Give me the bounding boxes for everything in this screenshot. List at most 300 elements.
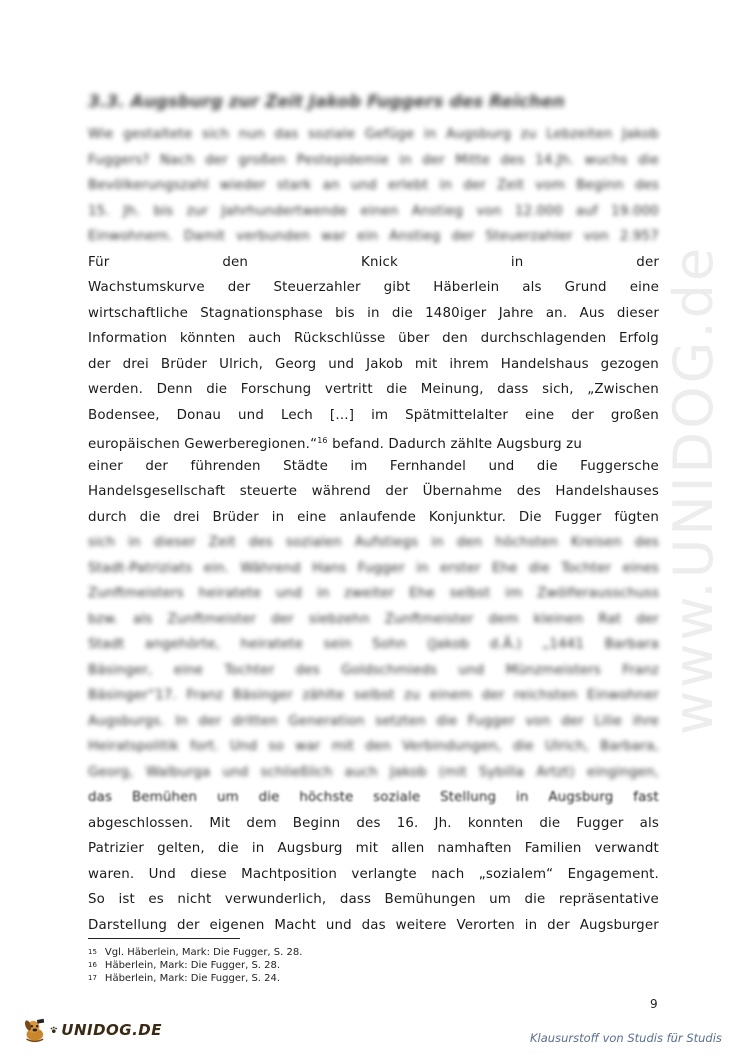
blurred-paragraph-1	[88, 122, 659, 250]
word: den	[442, 331, 468, 346]
word: die	[139, 509, 161, 525]
word: das	[88, 790, 113, 805]
text-line	[88, 505, 659, 531]
word: Stellung	[440, 790, 497, 805]
word: durchschlagenden	[480, 331, 607, 346]
word: Anstieg	[389, 229, 441, 244]
word: Steuerzahler	[485, 229, 573, 244]
word: verwandt	[594, 841, 659, 856]
word: nach	[431, 866, 465, 882]
word: auch	[344, 764, 378, 780]
word: den	[456, 535, 483, 550]
word: großen	[238, 152, 287, 168]
logo-text: UNIDOG.DE	[61, 1021, 162, 1039]
word: Goldschmieds	[341, 662, 438, 678]
footnote-15	[88, 946, 302, 959]
word: Lech	[280, 407, 313, 423]
word: dem	[246, 815, 277, 831]
quote-end: europäischen Gewerberegionen.“	[88, 437, 318, 452]
word: dieser	[616, 305, 659, 321]
word: Familien	[524, 841, 582, 856]
word: Münzmeisters	[505, 662, 601, 678]
word: Darstellung	[88, 917, 168, 933]
word: ein	[357, 229, 379, 244]
word: der	[88, 356, 111, 372]
word: Engagement.	[567, 866, 659, 882]
word: Augsburg	[548, 790, 614, 805]
word: Bemühen	[131, 790, 198, 805]
word: vertritt	[324, 382, 373, 397]
word: in	[431, 535, 444, 550]
word: dass	[497, 382, 529, 397]
quote-text	[88, 428, 582, 454]
word: und	[328, 356, 355, 372]
word: Georg,	[88, 764, 134, 780]
word: angehörte,	[145, 637, 220, 652]
word: 19.000	[611, 203, 659, 219]
word: Aus	[579, 305, 605, 321]
word: die	[536, 458, 558, 474]
word: Erfolg	[618, 331, 659, 346]
word: die	[637, 152, 659, 168]
word: und	[222, 764, 249, 780]
text-line	[88, 683, 659, 709]
word: Augsburger	[579, 917, 659, 933]
footnote-16	[88, 959, 302, 972]
word: soziale	[308, 127, 356, 142]
word: Augsburg	[445, 127, 512, 142]
word: Stadt-Patriziats	[88, 560, 193, 576]
word: Information	[88, 331, 168, 346]
word: Während	[240, 560, 301, 576]
word: die	[436, 713, 458, 729]
word: des	[248, 535, 273, 550]
watermark: www.UNIDOG.de	[662, 244, 725, 735]
word: es	[148, 892, 164, 907]
word: im	[505, 586, 523, 601]
word: (Jakob	[426, 637, 470, 652]
word: den	[222, 254, 249, 270]
word: Walburga	[145, 764, 211, 780]
word: namhaften	[437, 841, 512, 856]
word: Franz	[186, 688, 224, 703]
word: Konjunktur.	[428, 509, 507, 525]
word: bis	[335, 305, 355, 321]
word: eigenen	[209, 917, 265, 933]
word: Damit	[183, 229, 226, 244]
footnotes	[88, 946, 302, 985]
word: Barbara,	[600, 739, 659, 754]
word: Häberlein	[433, 280, 500, 295]
word: der	[198, 713, 222, 729]
word: der	[561, 713, 584, 729]
word: und	[350, 178, 377, 193]
text-line	[88, 352, 659, 378]
word: nun	[238, 127, 265, 142]
text-line	[88, 479, 659, 505]
word: Bäsinger	[232, 688, 293, 703]
text-line	[88, 556, 659, 582]
text-line	[88, 836, 659, 862]
word: ein.	[203, 560, 229, 576]
text-line	[88, 148, 659, 174]
word: der	[451, 229, 475, 244]
word: Jakob	[366, 356, 403, 372]
word: großen	[610, 407, 659, 423]
word: bis	[153, 203, 174, 219]
word: abgeschlossen.	[88, 815, 194, 831]
word: stark	[277, 178, 312, 193]
word: sich	[201, 127, 230, 142]
word: 1480iger	[425, 305, 487, 321]
word: war	[320, 229, 347, 244]
word: Beginn	[576, 178, 624, 193]
word: […]	[329, 407, 355, 423]
word: und	[276, 586, 302, 601]
word: in	[128, 535, 141, 550]
word: Jh.	[434, 815, 452, 831]
word: Rat	[598, 611, 622, 627]
text-line	[88, 122, 659, 148]
word: wirtschaftliche	[88, 305, 188, 321]
word: Denn	[156, 382, 193, 397]
word: (mit	[438, 764, 467, 780]
word: Ulrich,	[545, 739, 589, 754]
word: Jakob	[621, 127, 659, 142]
word: an	[322, 178, 340, 193]
word: Artzt)	[536, 764, 575, 780]
word: von	[583, 229, 609, 244]
text-line	[88, 326, 659, 352]
word: erlebt	[387, 178, 429, 193]
word: als	[639, 815, 659, 831]
word: Für	[88, 254, 110, 270]
word: Zunftmeister	[167, 611, 257, 627]
footnote-text: Häberlein, Mark: Die Fugger, S. 24.	[104, 973, 281, 984]
word: dritten	[231, 713, 278, 729]
word: der	[205, 152, 228, 168]
footnote-text: Häberlein, Mark: Die Fugger, S. 28.	[104, 960, 281, 971]
word: Beginn	[292, 815, 341, 831]
word: 12.000	[514, 203, 563, 219]
word: Donau	[176, 407, 222, 423]
word: während	[311, 484, 371, 499]
word: im	[371, 407, 389, 423]
word: 2.957	[619, 229, 659, 244]
word: das	[274, 127, 299, 142]
word: einem	[429, 688, 473, 703]
word: im	[350, 458, 368, 474]
text-line	[88, 224, 659, 250]
word: des	[295, 662, 320, 678]
word: dass	[339, 892, 372, 907]
word: sich	[88, 535, 116, 550]
word: Bodensee,	[88, 407, 160, 423]
word: in	[271, 509, 285, 525]
word: der	[145, 458, 169, 474]
word: Wie	[88, 127, 114, 142]
word: Mit	[209, 815, 231, 831]
word: Einwohnern.	[88, 229, 173, 244]
word: Fugger	[467, 713, 515, 729]
word: So	[88, 892, 105, 907]
word: kleinen	[533, 611, 584, 627]
word: in	[524, 917, 538, 933]
word: die	[217, 841, 239, 856]
word: Bäsinger“17.	[88, 688, 177, 703]
word: Sohn	[372, 637, 407, 652]
word: heiratete	[198, 586, 262, 601]
text-line	[88, 811, 659, 837]
word: Fernhandel	[389, 458, 467, 474]
word: und	[458, 662, 485, 678]
word: vom	[535, 178, 565, 193]
text-line-partial	[88, 785, 659, 811]
word: Einwohner	[586, 688, 659, 703]
text-line	[88, 428, 659, 454]
word: von	[476, 203, 502, 219]
word: Generation	[288, 713, 365, 729]
word: drei	[173, 509, 200, 525]
word: in	[367, 305, 380, 321]
word: der	[571, 407, 594, 423]
word: an.	[545, 305, 568, 321]
word: in	[510, 254, 524, 270]
word: von	[525, 713, 551, 729]
text-line	[88, 403, 659, 429]
footnote-17	[88, 972, 302, 985]
text-line	[88, 658, 659, 684]
word: Pestepidemie	[296, 152, 389, 168]
word: in	[316, 586, 330, 601]
word: in	[439, 178, 453, 193]
word: Kreisen	[570, 535, 622, 550]
word: ihre	[632, 713, 659, 729]
word: Aufstiegs	[354, 535, 419, 550]
word: und	[488, 458, 515, 474]
text-line	[88, 760, 659, 786]
word: selbst	[449, 586, 491, 601]
word: weitere	[395, 917, 447, 933]
word: mit	[355, 841, 379, 856]
word: selbst	[353, 688, 395, 703]
footnote-text: Vgl. Häberlein, Mark: Die Fugger, S. 28.	[104, 947, 303, 958]
word: ihrem	[449, 356, 489, 372]
word: zweiter	[344, 586, 395, 601]
word: die	[206, 382, 228, 397]
word: Fugger	[576, 815, 624, 831]
text-line	[88, 581, 659, 607]
word: Spätmittelalter	[405, 407, 509, 423]
text-line	[88, 709, 659, 735]
word: eines	[622, 560, 659, 576]
word: Barbara	[604, 637, 659, 652]
text-line	[88, 199, 659, 225]
word: soziale	[373, 790, 421, 805]
text-line	[88, 607, 659, 633]
text-line	[88, 632, 659, 658]
word: Brüder	[160, 356, 208, 372]
word: Und	[230, 739, 258, 754]
word: Patrizier	[88, 841, 144, 856]
page-number: 9	[650, 997, 658, 1011]
word: Forschung	[240, 382, 312, 397]
word: Zunftmeisters	[88, 586, 184, 601]
word: Zwölferausschuss	[537, 586, 659, 601]
word: könnten	[179, 331, 236, 346]
paw-icon	[50, 1025, 58, 1035]
word: der	[271, 611, 294, 627]
word: als	[522, 280, 542, 295]
word: Stadt	[88, 637, 125, 652]
word: des	[634, 535, 659, 550]
footer-tagline: Klausurstoff von Studis für Studis	[530, 1031, 722, 1045]
word: Ehe	[491, 560, 518, 576]
word: Handelsgesellschaft	[88, 484, 226, 499]
word: des	[356, 815, 381, 831]
word: werden.	[88, 382, 143, 397]
word: gestaltete	[122, 127, 193, 142]
word: gibt	[383, 280, 411, 295]
word: den	[365, 739, 391, 754]
word: Jakob	[389, 764, 427, 780]
word: nicht	[177, 892, 212, 907]
word: war	[295, 739, 321, 754]
word: Ulrich,	[219, 356, 264, 372]
word: Grund	[564, 280, 607, 295]
word: allen	[391, 841, 425, 856]
word: Lebzeiten	[546, 127, 613, 142]
word: in	[399, 152, 412, 168]
word: Sybilla	[478, 764, 525, 780]
word: gezogen	[600, 356, 659, 372]
word: verlangte	[351, 866, 417, 882]
word: Franz	[622, 662, 659, 678]
word: Bäsinger,	[88, 662, 153, 678]
section-heading: 3.3. Augsburg zur Zeit Jakob Fuggers des Reichen	[88, 92, 565, 112]
word: mit	[414, 356, 438, 372]
word: verbunden	[236, 229, 310, 244]
word: des	[634, 178, 659, 193]
word: um	[216, 790, 239, 805]
footnote-number: 17	[88, 974, 97, 982]
word: waren.	[88, 866, 135, 882]
word: Stagnationsphase	[200, 305, 323, 321]
word: Tochter	[224, 662, 275, 678]
footnote-number: 16	[88, 961, 97, 969]
word: Fuggers?	[88, 152, 150, 168]
text-line	[88, 173, 659, 199]
word: auf	[575, 203, 598, 219]
word: Augsburgs.	[88, 713, 165, 729]
word: Tochter	[561, 560, 612, 576]
word: gelten,	[157, 841, 205, 856]
word: 16.	[396, 815, 419, 831]
text-line	[88, 734, 659, 760]
word: Handelshauses	[555, 484, 659, 499]
word: führenden	[190, 458, 261, 474]
text-line	[88, 530, 659, 556]
word: und	[325, 917, 352, 933]
word: der	[481, 688, 505, 703]
word: fügten	[614, 509, 659, 525]
word: so	[268, 739, 284, 754]
quote-continuation: befand. Dadurch zählte Augsburg zu	[327, 437, 582, 452]
word: über	[398, 331, 430, 346]
word: Übernahme	[422, 484, 503, 499]
word: der	[636, 254, 659, 270]
word: der	[636, 611, 659, 627]
word: Zeit	[208, 535, 236, 550]
word: Zeit	[497, 178, 525, 193]
word: der	[422, 152, 445, 168]
word: eine	[524, 407, 555, 423]
word: eine	[629, 280, 659, 295]
text-line	[88, 301, 659, 327]
word: Handelshaus	[500, 356, 589, 372]
word: höchsten	[495, 535, 558, 550]
word: erster	[440, 560, 481, 576]
word: des	[516, 484, 541, 499]
word: der	[385, 484, 409, 499]
unidog-logo	[22, 1010, 162, 1050]
footnote-divider	[88, 938, 240, 939]
text-line	[88, 913, 659, 939]
footnote-ref-16: 16	[317, 436, 328, 445]
word: Macht	[274, 917, 316, 933]
word: des	[500, 152, 525, 168]
word: Hans	[312, 560, 347, 576]
word: Jh.	[123, 203, 141, 219]
word: verwunderlich,	[224, 892, 327, 907]
word: zu	[404, 688, 420, 703]
word: der	[463, 178, 486, 193]
word: Georg	[274, 356, 317, 372]
word: Verorten	[456, 917, 515, 933]
word: 14.Jh.	[535, 152, 575, 168]
word: repräsentative	[558, 892, 659, 907]
word: schließlich	[260, 764, 333, 780]
word: dem	[488, 611, 519, 627]
word: durch	[88, 509, 127, 525]
word: Städte	[283, 458, 328, 474]
word: einer	[88, 458, 123, 474]
footnote-number: 15	[88, 948, 97, 956]
word: d.Ä.)	[489, 637, 522, 652]
word: sich,	[542, 382, 574, 397]
word: Und	[148, 866, 176, 882]
word: bzw.	[88, 611, 119, 627]
word: Bemühungen	[384, 892, 476, 907]
word: das	[361, 917, 386, 933]
word: setzten	[375, 713, 426, 729]
word: der	[176, 917, 200, 933]
word: die	[391, 305, 413, 321]
text-line	[88, 275, 659, 301]
word: zählte	[302, 688, 345, 703]
word: Jahre	[498, 305, 534, 321]
text-line	[88, 377, 659, 403]
word: Verbindungen,	[402, 739, 502, 754]
word: Machtposition	[241, 866, 337, 882]
word: die	[512, 739, 534, 754]
word: Meinung,	[420, 382, 484, 397]
word: 15.	[88, 203, 110, 219]
word: diese	[190, 866, 227, 882]
word: Rückschlüsse	[294, 331, 386, 346]
text-line	[88, 887, 659, 913]
word: und	[238, 407, 264, 423]
